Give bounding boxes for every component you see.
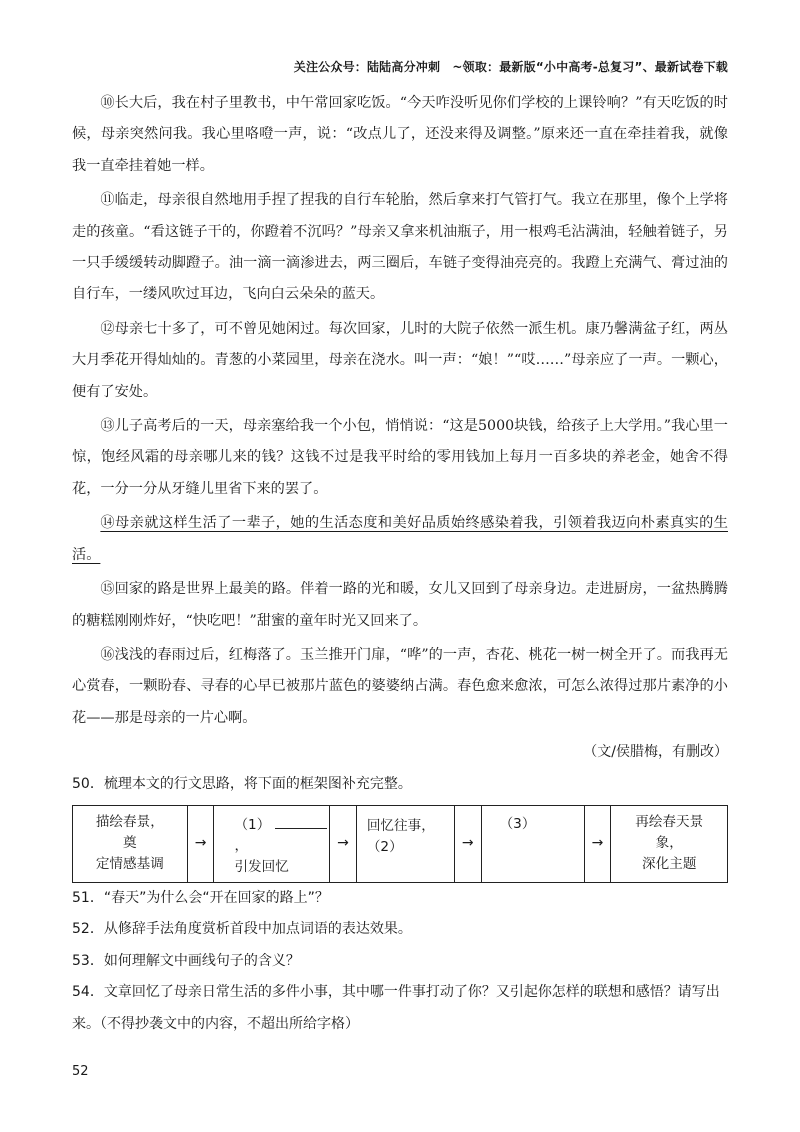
question-54-line-2: 来。（不得抄袭文中的内容，不超出所给字格） — [72, 1015, 359, 1032]
question-53: 53．如何理解文中画线句子的含义？ — [72, 952, 300, 969]
flow-box-5-line-3: 深化主题 — [642, 855, 697, 872]
paragraph-10 — [72, 88, 728, 182]
flow-box-4 — [482, 806, 585, 882]
paragraph-text: 儿子高考后的一天，母亲塞给我一个小包，悄悄说：“这是5000块钱，给孩子上大学用。”我心里一惊，饱经风霜的母亲哪儿来的钱？这钱不过是我平时给的零用钱加上每月一百多块的养老金，她舍不得花，一分一分从牙缝儿里省下来的罢了。 — [72, 418, 728, 497]
flow-box-2-line-2: 引发回忆 — [234, 858, 289, 875]
arrow-right-icon: → — [330, 806, 357, 882]
paragraph-text: 长大后，我在村子里教书，中午常回家吃饭。“今天咋没听见你们学校的上课铃响？”有天吃饭的时候，母亲突然问我。我心里咯噔一声，说：“改点儿了，还没来得及调整。”原来还一直在牵挂着我，就像我一直牵挂着她一样。 — [72, 95, 728, 174]
paragraph-number: ⑫ — [100, 320, 115, 337]
arrow-right-icon: → — [585, 806, 612, 882]
paragraph-text: 临走，母亲很自然地用手捏了捏我的自行车轮胎，然后拿来打气管打气。我立在那里，像个上学将走的孩童。“看这链子干的，你蹬着不沉吗？”母亲又拿来机油瓶子，用一根鸡毛沾满油，轻触着链子，另一只手缓缓转动脚蹬子。油一滴一滴渗进去，两三圈后，车链子变得油亮亮的。我蹬上充满气、膏过油的自行车，一缕风吹过耳边，飞向白云朵朵的蓝天。 — [72, 192, 728, 303]
flow-box-3-line-1: 回忆往事， — [366, 817, 435, 834]
paragraph-12 — [72, 314, 728, 408]
flow-box-1-line-1: 描绘春景， — [95, 813, 164, 830]
blank-label-1: （1） — [234, 816, 271, 833]
flow-box-5-line-2: 象， — [655, 834, 683, 851]
paragraph-number: ⑪ — [100, 192, 115, 209]
blank-label-2[interactable]: （2） — [366, 838, 403, 855]
underlined-sentence: 母亲就这样生活了一辈子，她的生活态度和美好品质始终感染着我，引领着我迈向朴素真实的生活。 — [72, 515, 728, 563]
flow-box-2 — [214, 806, 330, 882]
article-source: （文/侯腊梅，有删改） — [583, 744, 728, 761]
paragraph-11 — [72, 185, 728, 311]
arrow-right-icon: → — [188, 806, 215, 882]
paragraph-text: 母亲七十多了，可不曾见她闲过。每次回家，儿时的大院子依然一派生机。康乃馨满盆子红，两丛大月季花开得灿灿的。青葱的小菜园里，母亲在浇水。叫一声：“娘！”“哎……”母亲应了一声。一颗心，便有了安处。 — [72, 320, 728, 400]
flow-box-5-line-1: 再绘春天景 — [635, 813, 704, 830]
comma: ， — [234, 837, 249, 854]
flow-box-3 — [357, 806, 455, 882]
question-54-line-1: 54．文章回忆了母亲日常生活的多件小事，其中哪一件事打动了你？又引起你怎样的联想和感悟？请写出 — [72, 984, 720, 1001]
answer-blank-1[interactable] — [275, 814, 327, 829]
paragraph-text: 浅浅的春雨过后，红梅落了。玉兰推开门扉，“哗”的一声，杏花、桃花一树一树全开了。而我再无心赏春，一颗盼春、寻春的心早已被那片蓝色的婆婆纳占满。春色愈来愈浓，可怎么浓得过那片素净的小花——那是母亲的一片心啊。 — [72, 646, 728, 726]
flow-box-1-line-3: 定情感基调 — [95, 855, 164, 872]
paragraph-number: ⑩ — [100, 95, 115, 111]
paragraph-number: ⑮ — [100, 581, 115, 598]
arrow-right-icon: → — [455, 806, 482, 882]
paragraph-number: ⑯ — [100, 646, 115, 663]
flow-box-1 — [73, 806, 188, 882]
flow-box-1-line-2: 奠 — [123, 834, 137, 851]
question-51: 51．“春天”为什么会“开在回家的路上”？ — [72, 889, 329, 906]
paragraph-number: ⑬ — [100, 418, 115, 435]
paragraph-13 — [72, 411, 728, 505]
question-50: 50．梳理本文的行文思路，将下面的框架图补充完整。 — [72, 776, 412, 793]
page-header: 关注公众号：陆陆高分冲刺 ~领取：最新版“小中高考-总复习”、最新试卷下载 — [293, 60, 728, 74]
paragraph-text: 回家的路是世界上最美的路。伴着一路的光和暖，女儿又回到了母亲身边。走进厨房，一盆热腾腾的糖糕刚刚炸好，“快吃吧！”甜蜜的童年时光又回来了。 — [72, 581, 728, 629]
document-body — [72, 88, 728, 1040]
paragraph-number: ⑭ — [100, 515, 115, 532]
blank-label-3[interactable]: （3） — [499, 815, 536, 832]
paragraph-14-underlined — [72, 508, 728, 571]
flow-box-5 — [611, 806, 727, 882]
paragraph-15 — [72, 574, 728, 637]
framework-diagram — [72, 805, 728, 883]
flow-box-2-line-1 — [234, 814, 329, 857]
question-52: 52．从修辞手法角度赏析首段中加点词语的表达效果。 — [72, 921, 412, 938]
page-number: 52 — [72, 1064, 89, 1079]
paragraph-16 — [72, 640, 728, 734]
